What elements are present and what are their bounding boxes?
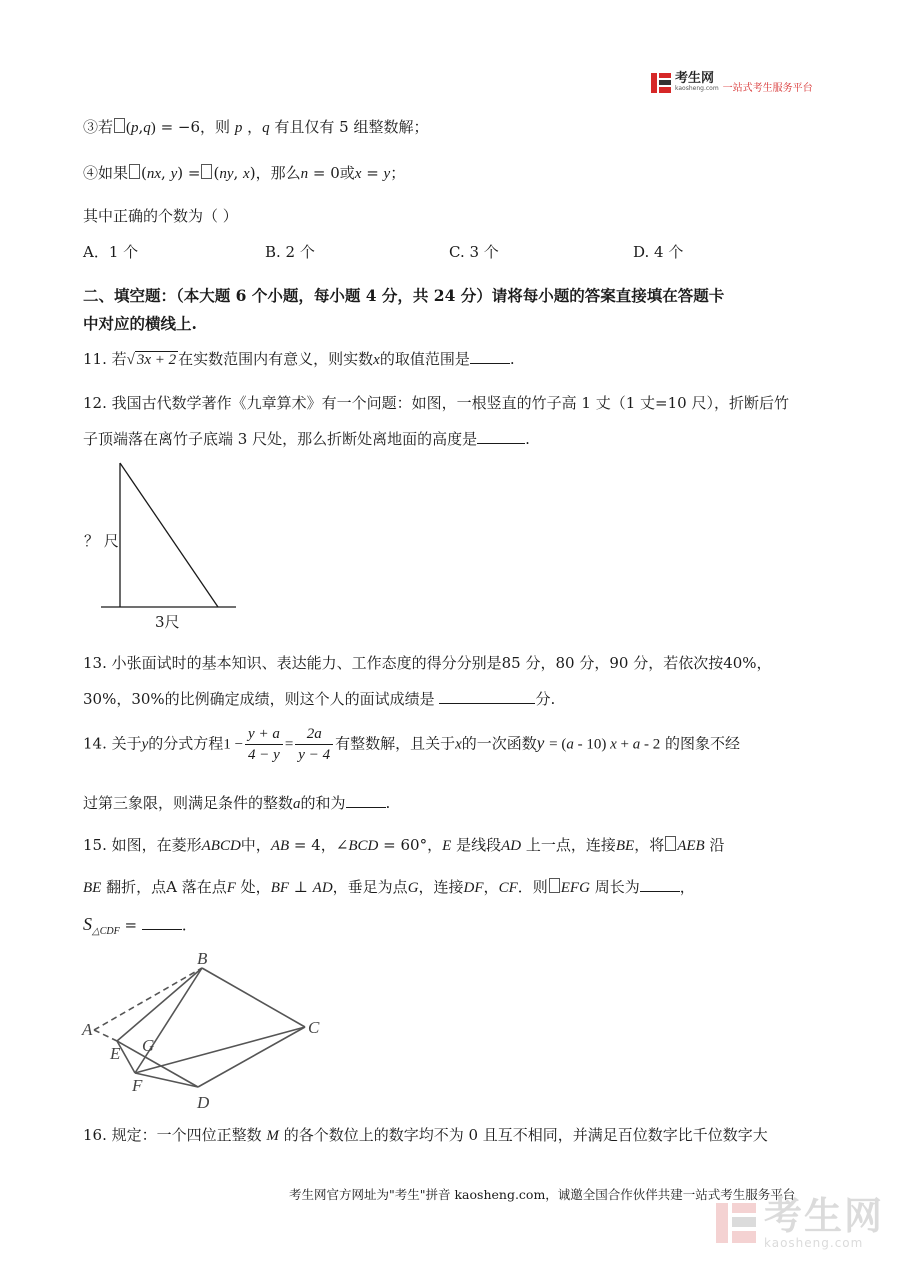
point-label-a: A: [82, 1020, 93, 1039]
fig-base-label: 3尺: [155, 613, 180, 631]
q12-line2: 子顶端落在离竹子底端 3 尺处，那么折断处离地面的高度是 .: [83, 430, 530, 448]
q13-line1: 13. 小张面试时的基本知识、表达能力、工作态度的得分分别是85 分，80 分，90 分，若依次按40%，: [83, 654, 772, 672]
point-label-d: D: [197, 1093, 210, 1112]
header-brand: [650, 72, 813, 94]
broken-top-line: [120, 463, 218, 607]
q14-line2: 过第三象限，则满足条件的整数a的和为 .: [83, 794, 391, 812]
q16-line1: 16. 规定：一个四位正整数 M 的各个数位上的数字均不为 0 且互不相同，并满足百位数字比千位数字大: [83, 1126, 768, 1144]
q15-line3: $S_{\triangle CDF}$ = ．: [83, 914, 197, 937]
watermark-logo-icon: [714, 1201, 758, 1245]
fig-height-label: ？ 尺: [84, 532, 119, 550]
q10-option-b: B. 2 个: [265, 243, 315, 261]
answer-blank[interactable]: [640, 877, 680, 892]
dashed-ae: [94, 1030, 117, 1041]
rhombus-figure: [80, 945, 330, 1115]
triangle-box-icon: [549, 878, 560, 893]
brand-logo-icon: [650, 72, 672, 94]
footer-note: 考生网官方网址为"考生"拼音 kaosheng.com，诚邀全国合作伙伴共建一站式考生服务平台: [289, 1187, 796, 1202]
brand-slogan: 一站式考生服务平台: [722, 82, 813, 94]
q10-item3: ③若 (p,q) = −6，则 p ，q 有且仅有 5 组整数解；: [83, 118, 429, 136]
operator-box-icon: [129, 164, 140, 179]
side-bc: [202, 968, 305, 1027]
answer-blank[interactable]: [439, 689, 535, 704]
q13-line2: 30%，30%的比例确定成绩，则这个人的面试成绩是 分.: [83, 690, 556, 708]
fraction-1: $\frac{y + a}{4 - y}$: [245, 724, 283, 765]
section-heading-line2: 中对应的横线上.: [83, 314, 197, 333]
fraction-2: $\frac{2a}{y - 4}$: [295, 724, 333, 765]
q14-line1: 14. 关于y的分式方程1 − $\frac{y + a}{4 - y}$ = $\frac{2a}{y - 4}$ 有整数解，且关于x的一次函数y = (a - 10) x + a - 2 的图象不经: [83, 726, 741, 763]
answer-blank[interactable]: [477, 429, 525, 444]
operator-box-icon: [201, 164, 212, 179]
watermark-text: 考生网: [764, 1194, 885, 1238]
q10-item4: ④如果 (nx, y) = (ny, x)，那么n = 0或x = y；: [83, 164, 406, 182]
dashed-ab: [94, 968, 202, 1030]
watermark: [714, 1196, 884, 1250]
q10-option-c: C. 3 个: [449, 243, 499, 261]
q12-line1: 12. 我国古代数学著作《九章算术》有一个问题：如图，一根竖直的竹子高 1 丈（1 丈=10 尺），折断后竹: [83, 394, 789, 412]
point-label-e: E: [110, 1044, 121, 1063]
q10-option-a: A．1 个: [83, 243, 139, 261]
q15-line1: 15. 如图，在菱形ABCD中，AB = 4，∠BCD = 60°，E 是线段AD 上一点，连接BE，将 AEB 沿: [83, 836, 725, 854]
q10-option-d: D. 4 个: [633, 243, 684, 261]
segment-df: [135, 1073, 198, 1087]
section-heading-line1: 二、填空题：（本大题 6 个小题，每小题 4 分，共 24 分）请将每小题的答案直接填在答题卡: [83, 286, 725, 305]
q15-line2: BE 翻折，点A 落在点F 处，BF ⊥ AD，垂足为点G，连接DF，CF．则 EFG 周长为 ，: [83, 878, 695, 896]
answer-blank[interactable]: [470, 349, 510, 364]
brand-domain: kaosheng.com: [675, 85, 719, 92]
brand-name: 考生网: [675, 71, 715, 86]
point-label-g: G: [142, 1036, 155, 1055]
triangle-box-icon: [665, 836, 676, 851]
point-label-c: C: [308, 1018, 320, 1037]
q11: 11. 若√ 3x + 2 在实数范围内有意义，则实数x的取值范围是 .: [83, 350, 515, 368]
operator-box-icon: [114, 118, 125, 133]
q10-prompt: 其中正确的个数为（ ）: [83, 207, 238, 225]
segment-be: [117, 968, 202, 1041]
side-cd: [198, 1027, 305, 1087]
watermark-domain: kaosheng.com: [764, 1236, 864, 1250]
answer-blank[interactable]: [142, 915, 182, 930]
point-label-f: F: [132, 1076, 143, 1095]
answer-blank[interactable]: [346, 793, 386, 808]
point-label-b: B: [197, 949, 208, 968]
